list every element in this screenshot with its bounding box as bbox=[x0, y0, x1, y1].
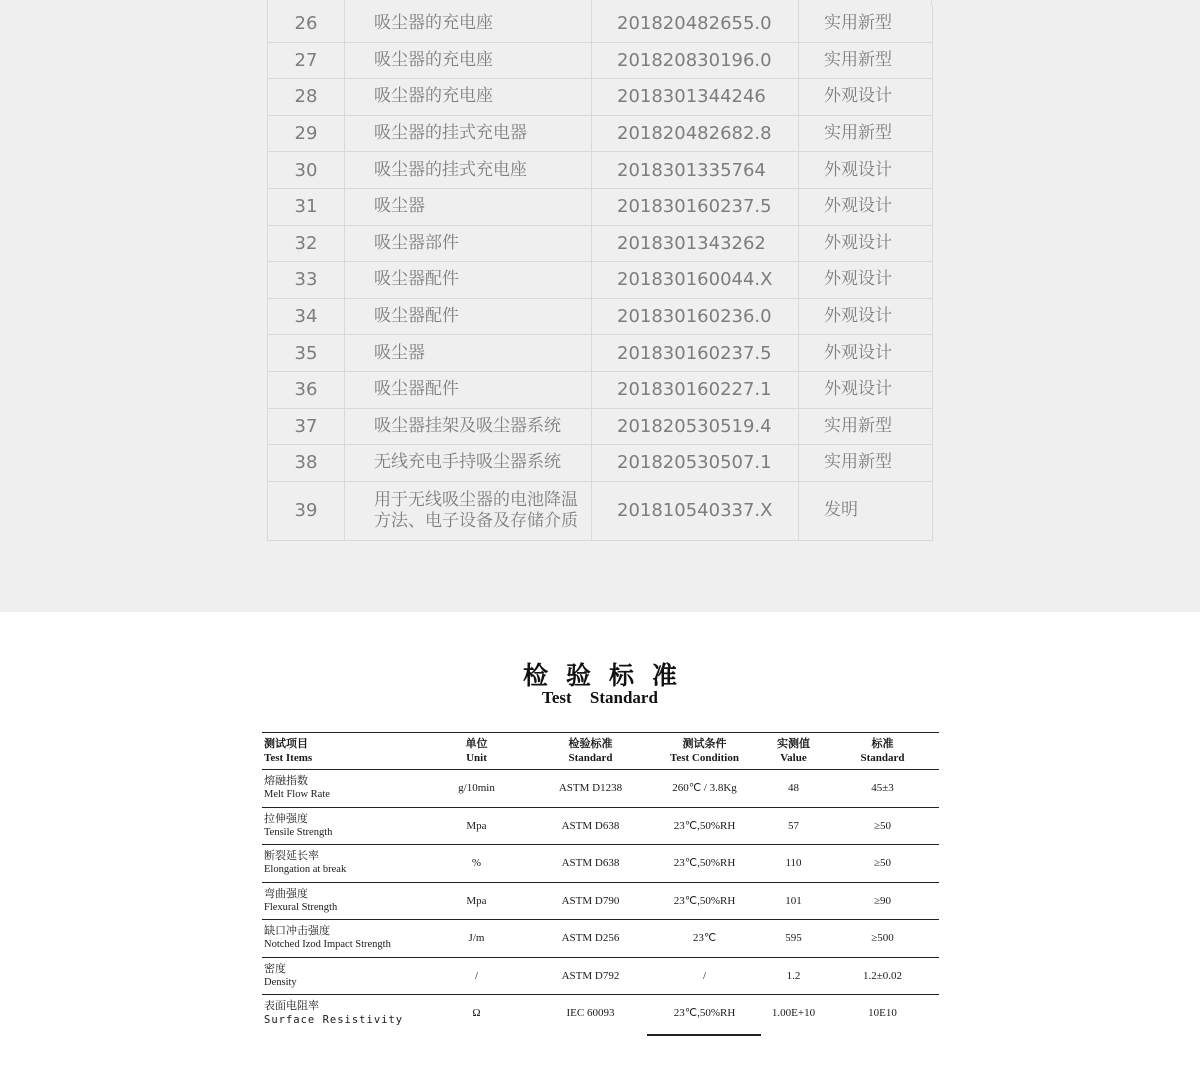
spec-cell: ≥500 bbox=[826, 920, 939, 958]
standard-cell: ASTM D638 bbox=[533, 845, 648, 883]
unit-cell: % bbox=[420, 845, 533, 883]
standard-cell: ASTM D638 bbox=[533, 807, 648, 845]
table-row bbox=[268, 298, 933, 335]
value-cell: 110 bbox=[761, 845, 826, 883]
table-row bbox=[268, 152, 933, 189]
row-number: 32 bbox=[268, 225, 345, 262]
test-item: 弯曲强度 Flexural Strength bbox=[262, 882, 420, 920]
patent-type: 外观设计 bbox=[799, 298, 933, 335]
patent-table bbox=[267, 6, 933, 541]
test-item: 缺口冲击强度 Notched Izod Impact Strength bbox=[262, 920, 420, 958]
table-row bbox=[262, 995, 939, 1032]
patent-name: 吸尘器部件 bbox=[345, 225, 592, 262]
spec-cell: ≥50 bbox=[826, 807, 939, 845]
patent-name: 吸尘器的挂式充电器 bbox=[345, 115, 592, 152]
row-number: 38 bbox=[268, 445, 345, 482]
value-cell: 48 bbox=[761, 770, 826, 808]
patent-name: 吸尘器配件 bbox=[345, 298, 592, 335]
value-cell: 101 bbox=[761, 882, 826, 920]
row-number: 28 bbox=[268, 79, 345, 116]
patent-name: 吸尘器挂架及吸尘器系统 bbox=[345, 408, 592, 445]
patent-type: 外观设计 bbox=[799, 188, 933, 225]
patent-number: 2018301343262 bbox=[592, 225, 799, 262]
test-standard-section bbox=[0, 612, 1200, 1087]
patent-number: 201830160044.X bbox=[592, 262, 799, 299]
section-title-en: Test Standard bbox=[542, 688, 658, 707]
patent-number: 2018301344246 bbox=[592, 79, 799, 116]
standard-cell: ASTM D256 bbox=[533, 920, 648, 958]
test-standard-table bbox=[262, 732, 939, 1032]
section-title-cn: 检验标准 bbox=[522, 661, 695, 690]
patent-name: 吸尘器 bbox=[345, 188, 592, 225]
table-row bbox=[268, 79, 933, 116]
patent-number: 201820482655.0 bbox=[592, 6, 799, 42]
table-row bbox=[268, 335, 933, 372]
row-number: 36 bbox=[268, 371, 345, 408]
standard-cell: ASTM D792 bbox=[533, 957, 648, 995]
table-row bbox=[268, 225, 933, 262]
header-standard: 检验标准 Standard bbox=[533, 733, 648, 770]
patent-name: 吸尘器的挂式充电座 bbox=[345, 152, 592, 189]
table-row bbox=[262, 920, 939, 958]
patent-type: 发明 bbox=[799, 481, 933, 540]
test-item: 拉伸强度 Tensile Strength bbox=[262, 807, 420, 845]
table-row bbox=[268, 115, 933, 152]
row-number: 30 bbox=[268, 152, 345, 189]
header-unit: 单位 Unit bbox=[420, 733, 533, 770]
patent-type: 外观设计 bbox=[799, 371, 933, 408]
table-row bbox=[268, 188, 933, 225]
standard-cell: ASTM D790 bbox=[533, 882, 648, 920]
patent-type: 实用新型 bbox=[799, 408, 933, 445]
row-number: 29 bbox=[268, 115, 345, 152]
row-number: 27 bbox=[268, 42, 345, 79]
test-item: 密度 Density bbox=[262, 957, 420, 995]
row-number: 35 bbox=[268, 335, 345, 372]
table-row bbox=[268, 6, 933, 42]
patent-type: 外观设计 bbox=[799, 335, 933, 372]
patent-type: 外观设计 bbox=[799, 152, 933, 189]
value-cell: 595 bbox=[761, 920, 826, 958]
row-number: 37 bbox=[268, 408, 345, 445]
row-number: 31 bbox=[268, 188, 345, 225]
patent-type: 实用新型 bbox=[799, 6, 933, 42]
patent-number: 2018301335764 bbox=[592, 152, 799, 189]
condition-cell: 23℃ bbox=[648, 920, 761, 958]
table-row bbox=[268, 445, 933, 482]
test-item: 断裂延长率 Elongation at break bbox=[262, 845, 420, 883]
condition-cell: / bbox=[648, 957, 761, 995]
unit-cell: Mpa bbox=[420, 807, 533, 845]
row-number: 34 bbox=[268, 298, 345, 335]
header-test-condition: 测试条件 Test Condition bbox=[648, 733, 761, 770]
patent-name: 无线充电手持吸尘器系统 bbox=[345, 445, 592, 482]
table-row bbox=[268, 262, 933, 299]
header-test-items: 测试项目 Test Items bbox=[262, 733, 420, 770]
row-number: 26 bbox=[268, 6, 345, 42]
patent-name: 吸尘器 bbox=[345, 335, 592, 372]
standard-cell: ASTM D1238 bbox=[533, 770, 648, 808]
patent-number: 201820530519.4 bbox=[592, 408, 799, 445]
patent-number: 201820830196.0 bbox=[592, 42, 799, 79]
patent-name: 吸尘器的充电座 bbox=[345, 79, 592, 116]
row-number: 39 bbox=[268, 481, 345, 540]
spec-cell: 45±3 bbox=[826, 770, 939, 808]
table-row bbox=[268, 481, 933, 540]
patent-number: 201830160236.0 bbox=[592, 298, 799, 335]
table-row bbox=[268, 42, 933, 79]
table-row bbox=[262, 882, 939, 920]
row-number: 33 bbox=[268, 262, 345, 299]
spec-cell: ≥50 bbox=[826, 845, 939, 883]
patent-type: 外观设计 bbox=[799, 79, 933, 116]
patent-type: 实用新型 bbox=[799, 42, 933, 79]
condition-underline bbox=[647, 1034, 761, 1036]
condition-cell: 23℃,50%RH bbox=[648, 882, 761, 920]
patent-type: 实用新型 bbox=[799, 445, 933, 482]
value-cell: 1.00E+10 bbox=[771, 1007, 816, 1020]
condition-cell: 23℃,50%RH bbox=[648, 845, 761, 883]
value-cell: 1.2 bbox=[761, 957, 826, 995]
patent-number: 201830160237.5 bbox=[592, 188, 799, 225]
condition-cell: 23℃,50%RH bbox=[648, 807, 761, 845]
table-row bbox=[268, 408, 933, 445]
table-row bbox=[262, 770, 939, 808]
patent-name: 用于无线吸尘器的电池降温方法、电子设备及存储介质 bbox=[345, 481, 592, 540]
table-header-row bbox=[262, 733, 939, 770]
patent-number: 201820482682.8 bbox=[592, 115, 799, 152]
header-spec: 标准 Standard bbox=[826, 733, 939, 770]
spec-cell: ≥90 bbox=[826, 882, 939, 920]
spec-cell: 10E10 bbox=[868, 1007, 897, 1020]
patent-number: 201820530507.1 bbox=[592, 445, 799, 482]
condition-cell: 23℃,50%RH bbox=[673, 1007, 736, 1020]
unit-cell: J/m bbox=[420, 920, 533, 958]
patent-name: 吸尘器的充电座 bbox=[345, 6, 592, 42]
unit-cell: Ω bbox=[472, 1007, 481, 1020]
test-item: 表面电阻率 Surface Resistivity bbox=[264, 1000, 404, 1027]
spec-cell: 1.2±0.02 bbox=[826, 957, 939, 995]
condition-cell: 260℃ / 3.8Kg bbox=[648, 770, 761, 808]
table-row bbox=[262, 957, 939, 995]
value-cell: 57 bbox=[761, 807, 826, 845]
table-row bbox=[268, 371, 933, 408]
patent-number: 201830160227.1 bbox=[592, 371, 799, 408]
unit-cell: / bbox=[420, 957, 533, 995]
patent-name: 吸尘器的充电座 bbox=[345, 42, 592, 79]
table-row bbox=[262, 807, 939, 845]
patent-number: 201830160237.5 bbox=[592, 335, 799, 372]
unit-cell: g/10min bbox=[420, 770, 533, 808]
patent-type: 实用新型 bbox=[799, 115, 933, 152]
test-item: 熔融指数 Melt Flow Rate bbox=[262, 770, 420, 808]
patent-name: 吸尘器配件 bbox=[345, 371, 592, 408]
patent-number: 201810540337.X bbox=[592, 481, 799, 540]
patent-type: 外观设计 bbox=[799, 262, 933, 299]
unit-cell: Mpa bbox=[420, 882, 533, 920]
header-value: 实测值 Value bbox=[761, 733, 826, 770]
table-row bbox=[262, 845, 939, 883]
patent-name: 吸尘器配件 bbox=[345, 262, 592, 299]
standard-cell: IEC 60093 bbox=[566, 1007, 615, 1020]
patent-type: 外观设计 bbox=[799, 225, 933, 262]
